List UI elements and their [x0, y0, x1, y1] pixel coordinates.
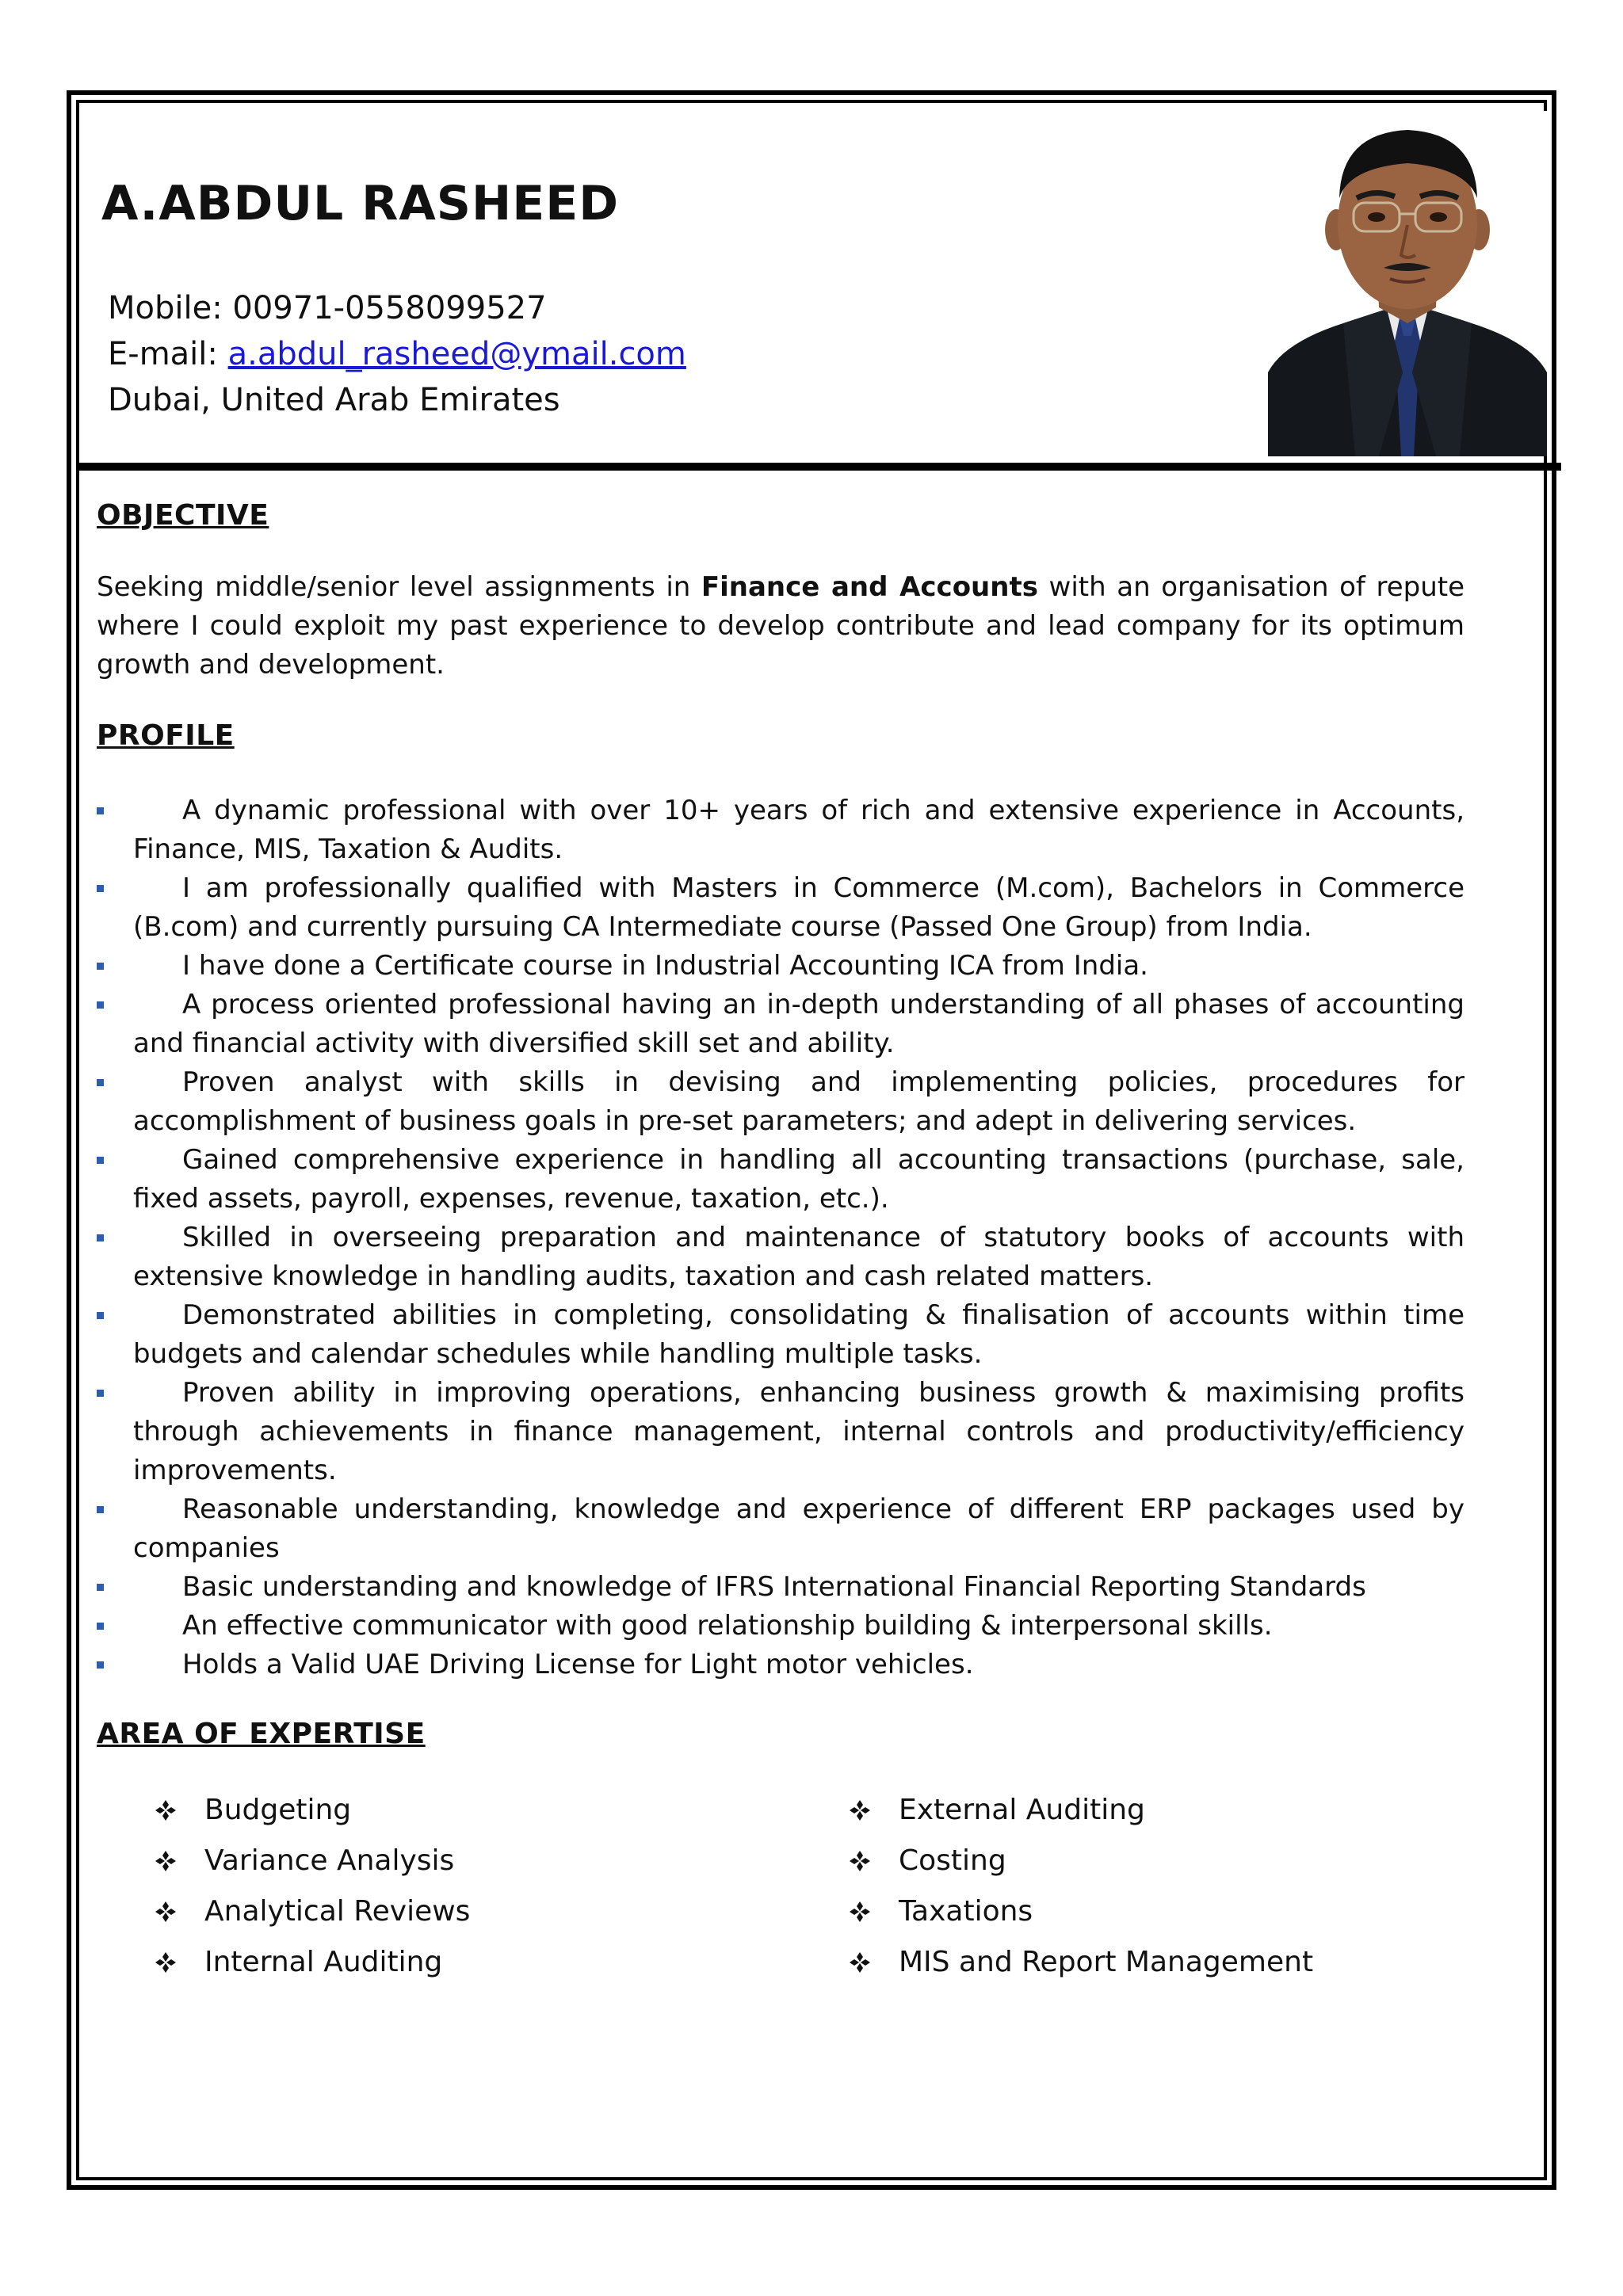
expertise-grid	[97, 1785, 1465, 1988]
profile-item-text: Proven ability in improving operations, enhancing business growth & maximising profits through achievements in finance management, internal controls and productivity/efficiency improvements.	[133, 1377, 1465, 1486]
square-bullet-icon	[97, 885, 104, 892]
list-item	[850, 1937, 1313, 1988]
candidate-name: A.ABDUL RASHEED	[101, 176, 619, 231]
list-item	[97, 1607, 1465, 1646]
profile-item-text: I have done a Certificate course in Industrial Accounting ICA from India.	[182, 950, 1148, 982]
list-item	[97, 1568, 1465, 1607]
header-divider	[76, 463, 1561, 471]
profile-list	[97, 791, 1465, 1684]
list-item	[97, 947, 1465, 986]
square-bullet-icon	[97, 1312, 104, 1319]
email-label: E-mail:	[108, 336, 218, 372]
objective-text	[97, 568, 1465, 685]
portrait-image	[1268, 111, 1547, 456]
list-item	[97, 791, 1465, 869]
profile-item-text: Proven analyst with skills in devising and implementing policies, procedures for accomplishment of business goals in pre-set parameters; and adept in delivering services.	[133, 1066, 1465, 1137]
expertise-item: Taxations	[899, 1895, 1033, 1928]
expertise-column-right	[850, 1785, 1313, 1988]
contact-block	[108, 285, 686, 423]
objective-heading: OBJECTIVE	[97, 499, 269, 532]
profile-photo	[1268, 111, 1547, 456]
square-bullet-icon	[97, 1390, 104, 1397]
expertise-item: Budgeting	[204, 1794, 352, 1826]
mobile-row	[108, 285, 686, 331]
diamond-bullet-icon	[155, 1851, 176, 1871]
objective-text-end: with an organisation of repute where I could exploit my past experience to develop contribute and lead company for its optimum growth and development.	[97, 571, 1465, 681]
expertise-item: Costing	[899, 1844, 1006, 1877]
profile-item-text: Reasonable understanding, knowledge and experience of different ERP packages used by companies	[133, 1493, 1465, 1564]
email-link[interactable]: a.abdul_rasheed@ymail.com	[227, 336, 686, 372]
list-item	[155, 1785, 850, 1836]
list-item	[850, 1886, 1313, 1937]
expertise-item: Variance Analysis	[204, 1844, 455, 1877]
mobile-number: 00971-0558099527	[232, 290, 547, 326]
list-item	[97, 1374, 1465, 1490]
diamond-bullet-icon	[850, 1800, 870, 1821]
diamond-bullet-icon	[155, 1952, 176, 1973]
location: Dubai, United Arab Emirates	[108, 382, 560, 418]
list-item	[97, 869, 1465, 947]
email-row	[108, 331, 686, 377]
expertise-column-left	[97, 1785, 850, 1988]
expertise-item: Analytical Reviews	[204, 1895, 471, 1928]
expertise-item: MIS and Report Management	[899, 1946, 1314, 1978]
expertise-item: Internal Auditing	[204, 1946, 443, 1978]
profile-item-text: Skilled in overseeing preparation and maintenance of statutory books of accounts with extensive knowledge in handling audits, taxation and cash related matters.	[133, 1222, 1465, 1292]
square-bullet-icon	[97, 963, 104, 970]
diamond-bullet-icon	[850, 1851, 870, 1871]
profile-item-text: Demonstrated abilities in completing, consolidating & finalisation of accounts within time budgets and calendar schedules while handling multiple tasks.	[133, 1299, 1465, 1370]
square-bullet-icon	[97, 1079, 104, 1086]
profile-heading: PROFILE	[97, 719, 235, 752]
list-item	[97, 1219, 1465, 1296]
profile-item-text: Basic understanding and knowledge of IFRS International Financial Reporting Standards	[182, 1571, 1366, 1603]
square-bullet-icon	[97, 1157, 104, 1164]
square-bullet-icon	[97, 1584, 104, 1591]
profile-item-text: An effective communicator with good relationship building & interpersonal skills.	[182, 1610, 1273, 1642]
square-bullet-icon	[97, 1623, 104, 1630]
objective-text-start: Seeking middle/senior level assignments in	[97, 571, 701, 603]
mobile-label: Mobile:	[108, 290, 223, 326]
profile-item-text: Gained comprehensive experience in handling all accounting transactions (purchase, sale, fixed assets, payroll, expenses, revenue, taxation, etc.).	[133, 1144, 1465, 1215]
list-item	[850, 1836, 1313, 1886]
list-item	[155, 1886, 850, 1937]
diamond-bullet-icon	[850, 1901, 870, 1922]
square-bullet-icon	[97, 1661, 104, 1669]
profile-item-text: I am professionally qualified with Masters in Commerce (M.com), Bachelors in Commerce (B.com) and currently pursuing CA Intermediate course (Passed One Group) from India.	[133, 872, 1465, 943]
expertise-heading: AREA OF EXPERTISE	[97, 1718, 426, 1750]
list-item	[97, 1646, 1465, 1684]
list-item	[97, 1296, 1465, 1374]
square-bullet-icon	[97, 1234, 104, 1241]
list-item	[97, 1490, 1465, 1568]
resume-body	[97, 499, 1465, 1988]
diamond-bullet-icon	[155, 1800, 176, 1821]
list-item	[97, 1141, 1465, 1219]
list-item	[97, 986, 1465, 1063]
expertise-item: External Auditing	[899, 1794, 1145, 1826]
profile-item-text: Holds a Valid UAE Driving License for Light motor vehicles.	[182, 1649, 974, 1680]
list-item	[850, 1785, 1313, 1836]
profile-item-text: A process oriented professional having an in-depth understanding of all phases of accounting and financial activity with diversified skill set and ability.	[133, 989, 1465, 1059]
square-bullet-icon	[97, 807, 104, 814]
diamond-bullet-icon	[850, 1952, 870, 1973]
objective-text-bold: Finance and Accounts	[701, 571, 1038, 603]
diamond-bullet-icon	[155, 1901, 176, 1922]
square-bullet-icon	[97, 1506, 104, 1513]
square-bullet-icon	[97, 1001, 104, 1009]
profile-item-text: A dynamic professional with over 10+ years of rich and extensive experience in Accounts, Finance, MIS, Taxation & Audits.	[133, 795, 1465, 865]
list-item	[155, 1937, 850, 1988]
list-item	[97, 1063, 1465, 1141]
list-item	[155, 1836, 850, 1886]
